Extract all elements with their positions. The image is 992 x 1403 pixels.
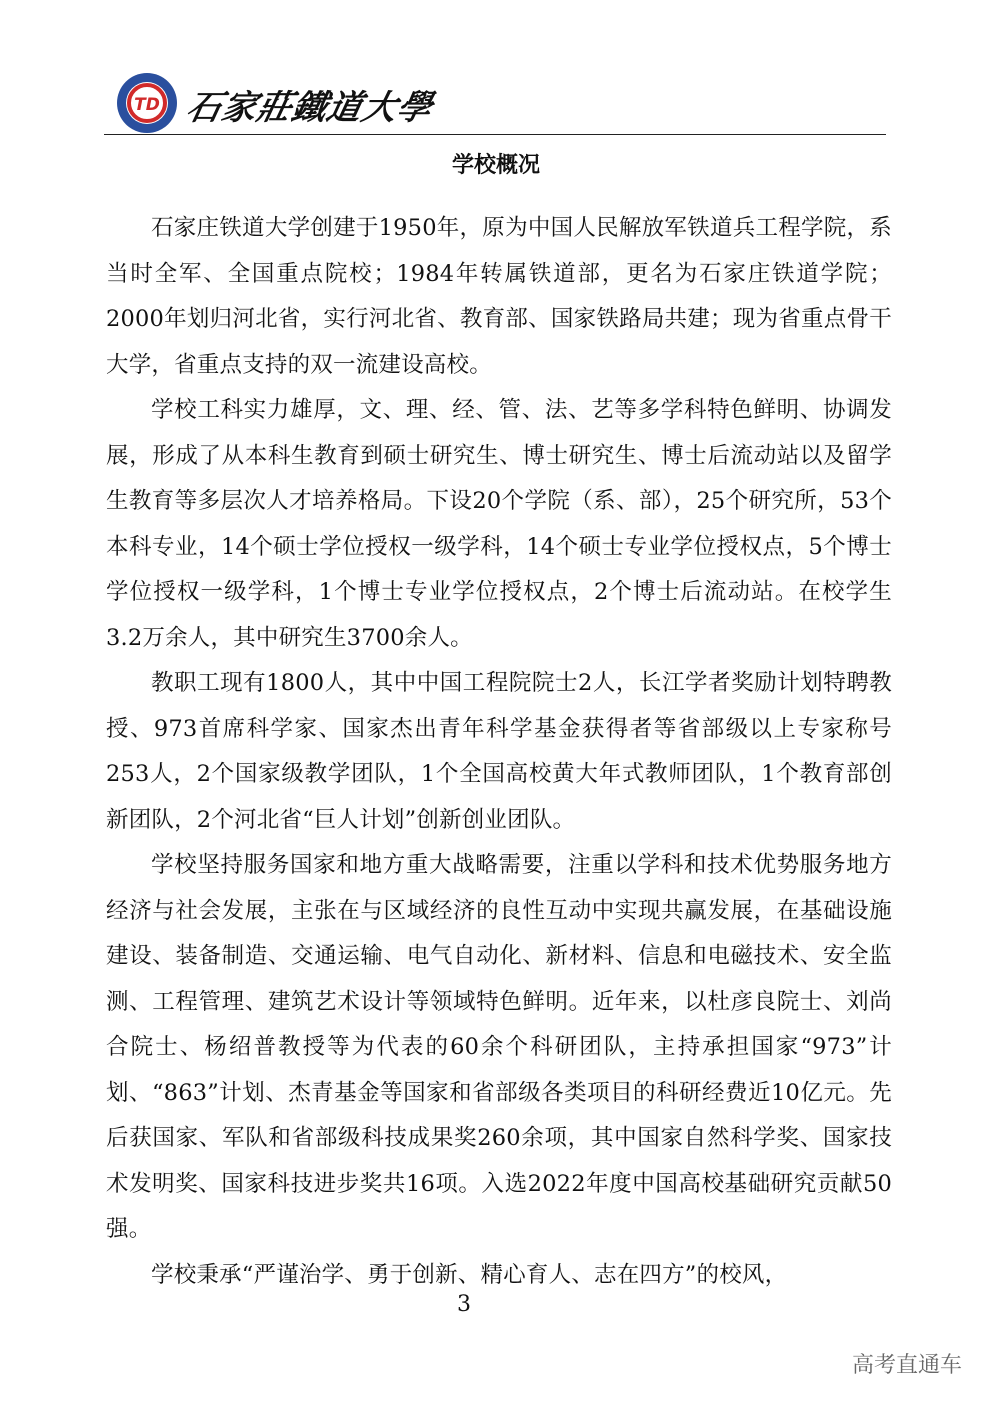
document-body	[106, 206, 892, 1298]
page-number: 3	[457, 1292, 471, 1317]
svg-text:TD: TD	[134, 95, 160, 115]
university-emblem-icon	[116, 72, 178, 134]
paragraph-motto: 学校秉承“严谨治学、勇于创新、精心育人、志在四方”的校风，	[151, 1261, 788, 1288]
paragraph-disciplines: 学校工科实力雄厚，文、理、经、管、法、艺等多学科特色鲜明、协调发展，形成了从本科生教育到硕士研究生、博士研究生、博士后流动站以及留学生教育等多层次人才培养格局。下设20个学院（系、部），25个研究所，53个本科专业，14个硕士学位授权一级学科，14个硕士专业学位授权点，5个博士学位授权一级学科，1个博士专业学位授权点，2个博士后流动站。在校学生3.2万余人，其中研究生3700余人。	[106, 397, 892, 651]
paragraph-faculty: 教职工现有1800人，其中中国工程院院士2人，长江学者奖励计划特聘教授、973首席科学家、国家杰出青年科学基金获得者等省部级以上专家称号253人，2个国家级教学团队，1个全国高校黄大年式教师团队，1个教育部创新团队，2个河北省“巨人计划”创新创业团队。	[106, 670, 892, 833]
watermark: 高考直通车	[851, 1353, 962, 1378]
page-title: 学校概况	[451, 153, 540, 178]
page-header	[108, 68, 884, 134]
university-name: 石家莊鐵道大學	[183, 88, 437, 128]
paragraph-history: 石家庄铁道大学创建于1950年，原为中国人民解放军铁道兵工程学院，系当时全军、全国重点院校；1984年转属铁道部，更名为石家庄铁道学院；2000年划归河北省，实行河北省、教育部、国家铁路局共建；现为省重点骨干大学，省重点支持的双一流建设高校。	[106, 215, 892, 378]
paragraph-research: 学校坚持服务国家和地方重大战略需要，注重以学科和技术优势服务地方经济与社会发展，主张在与区域经济的良性互动中实现共赢发展，在基础设施建设、装备制造、交通运输、电气自动化、新材料、信息和电磁技术、安全监测、工程管理、建筑艺术设计等领域特色鲜明。近年来，以杜彦良院士、刘尚合院士、杨绍普教授等为代表的60余个科研团队，主持承担国家“973”计划、“863”计划、杰青基金等国家和省部级各类项目的科研经费近10亿元。先后获国家、军队和省部级科技成果奖260余项，其中国家自然科学奖、国家技术发明奖、国家科技进步奖共16项。入选2022年度中国高校基础研究贡献50强。	[106, 852, 892, 1242]
header-divider	[104, 134, 886, 135]
